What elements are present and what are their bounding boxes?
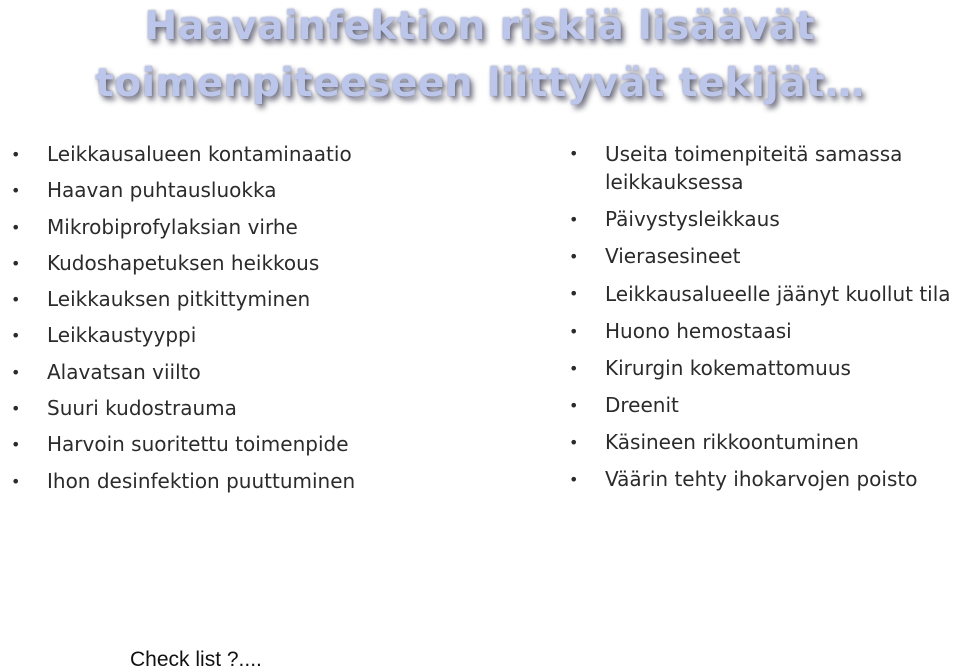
list-item: [8, 177, 438, 204]
list-item-text: Väärin tehty ihokarvojen poisto: [605, 467, 918, 491]
bullet-icon: •: [569, 359, 579, 378]
right-bullet-list: [566, 140, 960, 503]
list-item: [8, 322, 438, 349]
list-item-text: Ihon desinfektion puuttuminen: [47, 468, 356, 493]
bullet-icon: •: [11, 399, 21, 419]
list-item: [8, 431, 438, 458]
bullet-icon: •: [569, 433, 579, 452]
list-item-text: Huono hemostaasi: [605, 319, 792, 343]
list-item: [8, 141, 438, 168]
list-item-text: Leikkausalueen kontaminaatio: [47, 142, 352, 166]
list-item: [566, 429, 960, 456]
list-item: [8, 359, 438, 386]
bullet-icon: •: [11, 253, 21, 273]
bullet-icon: •: [569, 210, 579, 229]
bullet-icon: •: [569, 247, 579, 266]
slide-title-line-1: Haavainfektion riskiä lisäävät: [144, 4, 816, 49]
list-item-text: Leikkausalueelle jäänyt kuollut tila: [605, 282, 951, 306]
list-item-text: Käsineen rikkoontuminen: [605, 430, 859, 454]
bullet-icon: •: [11, 217, 21, 237]
list-item: [566, 280, 960, 308]
list-item: [8, 395, 438, 422]
bullet-icon: •: [569, 322, 579, 341]
bullet-icon: •: [11, 471, 21, 491]
list-item-text: Vierasesineet: [605, 244, 741, 268]
bullet-icon: •: [11, 435, 21, 455]
list-item: [566, 140, 960, 196]
list-item: [566, 206, 960, 233]
bullet-icon: •: [569, 144, 579, 163]
list-item-text: Leikkauksen pitkittyminen: [47, 287, 311, 312]
list-item-text: Harvoin suoritettu toimenpide: [47, 432, 349, 457]
list-item-text: Haavan puhtausluokka: [47, 178, 277, 203]
list-item-text: Useita toimenpiteitä samassa leikkauksessa: [605, 142, 903, 194]
bullet-icon: •: [569, 396, 579, 415]
list-item: [566, 355, 960, 382]
bullet-icon: •: [11, 326, 21, 346]
bullet-icon: •: [11, 362, 21, 382]
bullet-icon: •: [569, 470, 579, 489]
list-item-text: Kirurgin kokemattomuus: [605, 356, 851, 380]
list-item: [8, 250, 438, 277]
list-item-text: Mikrobiprofylaksian virhe: [47, 214, 298, 239]
list-item-text: Leikkaustyyppi: [47, 323, 197, 348]
list-item: [8, 468, 438, 495]
bullet-icon: •: [11, 145, 21, 164]
bullet-icon: •: [11, 290, 21, 310]
list-item-text: Alavatsan viilto: [47, 359, 201, 384]
list-item: [566, 243, 960, 270]
list-item: [566, 466, 960, 493]
list-item-text: Päivystysleikkaus: [605, 207, 780, 231]
list-item: [8, 286, 438, 313]
list-item-text: Dreenit: [605, 393, 679, 417]
left-bullet-list: [8, 141, 438, 504]
bullet-icon: •: [11, 181, 21, 201]
list-item: [566, 318, 960, 345]
bullet-icon: •: [569, 284, 579, 303]
list-item: [8, 214, 438, 241]
list-item: [566, 392, 960, 419]
slide-title-line-2: toimenpiteeseen liittyvät tekijät…: [95, 61, 865, 106]
footer-note: Check list ?....: [130, 648, 262, 671]
list-item-text: Suuri kudostrauma: [47, 396, 237, 421]
list-item-text: Kudoshapetuksen heikkous: [47, 250, 320, 275]
